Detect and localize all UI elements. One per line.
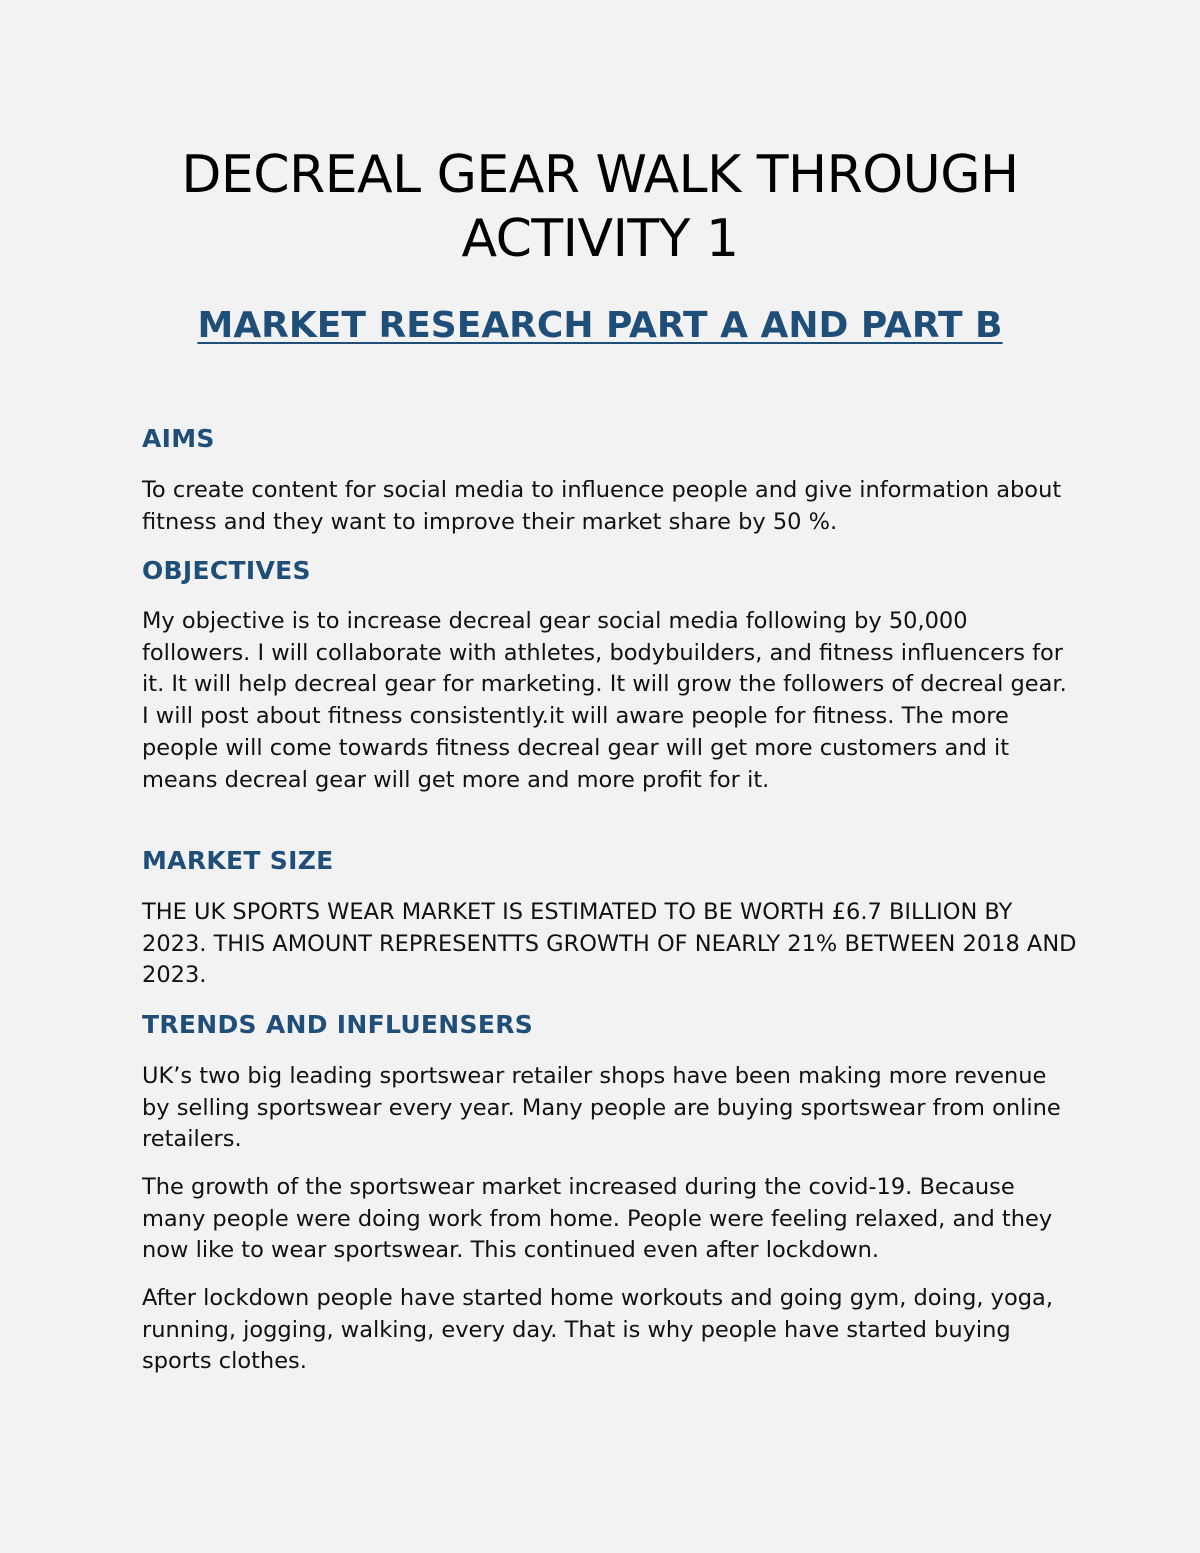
document-subtitle: MARKET RESEARCH PART A AND PART B [197, 305, 1003, 346]
title-line-1: DECREAL GEAR WALK THROUGH [181, 145, 1019, 205]
trends-paragraph-2: The growth of the sportswear market increased during the covid-19. Because many people were doing work from home. People were feeling relaxed, and they now like to wear sportswear. This continued even after lockdown. [142, 1174, 1053, 1264]
trends-paragraph-1: UK’s two big leading sportswear retailer shops have been making more revenue by selling sportswear every year. Many people are buying sportswear from online retailers. [142, 1063, 1061, 1153]
aims-heading: AIMS [142, 424, 215, 453]
objectives-heading: OBJECTIVES [142, 556, 311, 585]
aims-paragraph: To create content for social media to influence people and give information about fitness and they want to improve their market share by 50 %. [142, 477, 1062, 535]
market-size-paragraph: THE UK SPORTS WEAR MARKET IS ESTIMATED TO BE WORTH £6.7 BILLION BY 2023. THIS AMOUNT REPRESENTTS GROWTH OF NEARLY 21% BETWEEN 2018 AND 2023. [142, 899, 1077, 989]
trends-paragraph-3: After lockdown people have started home workouts and going gym, doing, yoga, running, jogging, walking, every day. That is why people have started buying sports clothes. [142, 1285, 1053, 1375]
document-title [100, 143, 1100, 271]
market-size-heading: MARKET SIZE [142, 846, 334, 875]
title-line-2: ACTIVITY 1 [461, 209, 739, 269]
trends-heading: TRENDS AND INFLUENSERS [142, 1010, 534, 1039]
objectives-paragraph: My objective is to increase decreal gear social media following by 50,000 followers. I will collaborate with athletes, bodybuilders, and fitness influencers for it. It will help decreal gear for marketing. It will grow the followers of decreal gear. I will post about fitness consistently.it will aware people for fitness. The more people will come towards fitness decreal gear will get more customers and it means decreal gear will get more and more profit for it. [142, 608, 1067, 793]
